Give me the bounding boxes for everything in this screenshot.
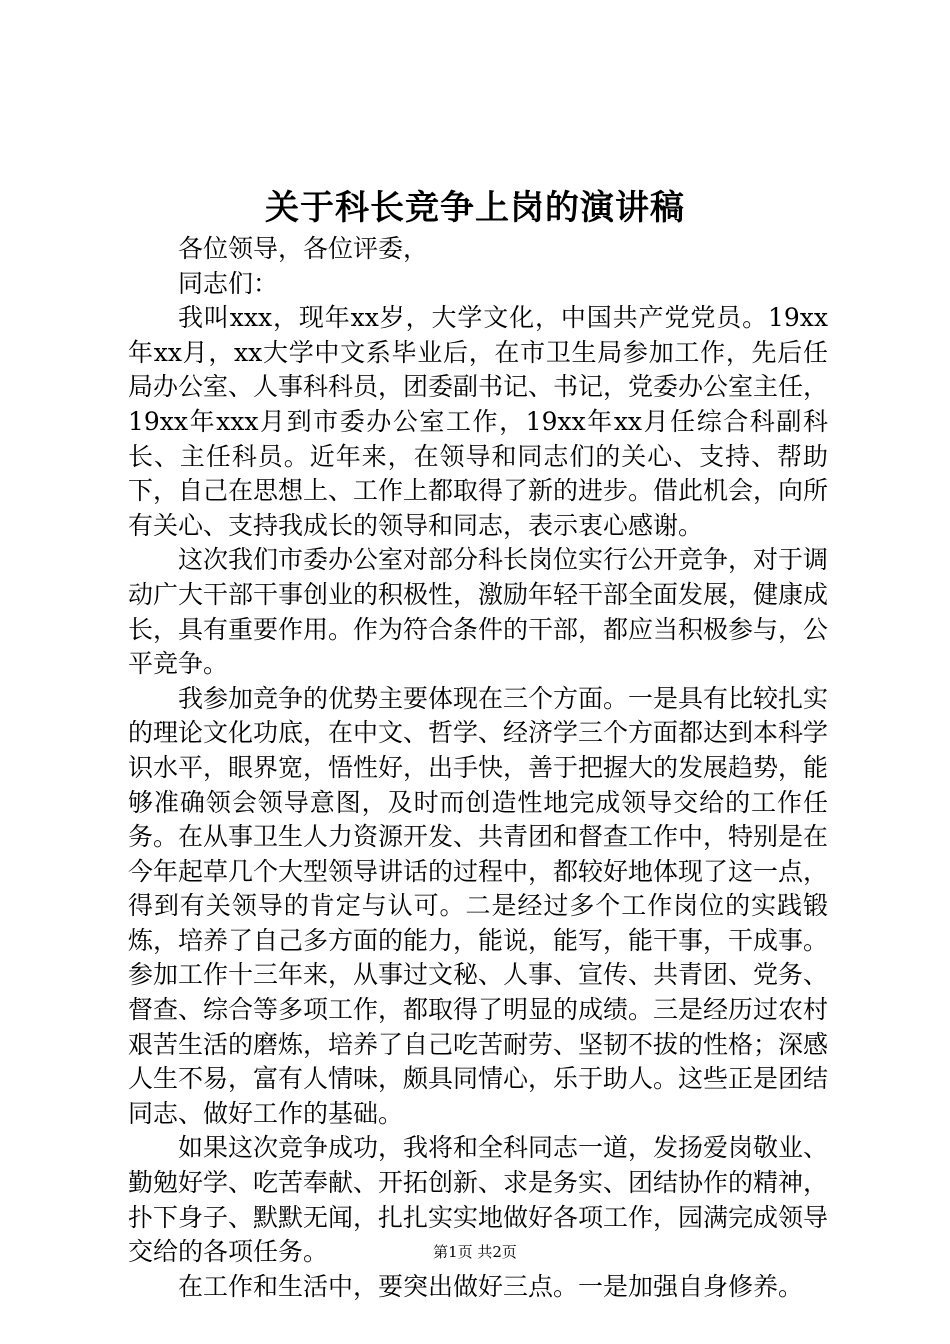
paragraph-advantages: 我参加竞争的优势主要体现在三个方面。一是具有比较扎实的理论文化功底，在中文、哲学、经济学三个方面都达到本科学识水平，眼界宽，悟性好，出手快，善于把握大的发展趋势，能够准确领会领导意图，及时而创造性地完成领导交给的工作任务。在从事卫生人力资源开发、共青团和督查工作中，特别是在今年起草几个大型领导讲话的过程中，都较好地体现了这一点，得到有关领导的肯定与认可。二是经过多个工作岗位的实践锻炼，培养了自己多方面的能力，能说，能写，能干事，干成事。参加工作十三年来，从事过文秘、人事、宣传、共青团、党务、督查、综合等多项工作，都取得了明显的成绩。三是经历过农村艰苦生活的磨炼，培养了自己吃苦耐劳、坚韧不拔的性格；深感人生不易，富有人情味，颇具同情心，乐于助人。这些正是团结同志、做好工作的基础。 xyxy=(128,683,829,1128)
paragraph-commitment: 如果这次竞争成功，我将和全科同志一道，发扬爱岗敬业、勤勉好学、吃苦奉献、开拓创新、求是务实、团结协作的精神，扑下身子、默默无闻，扎扎实实地做好各项工作，园满完成领导交给的各项任务。 xyxy=(128,1133,829,1267)
paragraph-competition: 这次我们市委办公室对部分科长岗位实行公开竞争，对于调动广大干部干事创业的积极性，激励年轻干部全面发展，健康成长，具有重要作用。作为符合条件的干部，都应当积极参与，公平竞争。 xyxy=(128,545,829,679)
document-body xyxy=(128,232,828,1304)
paragraph-focus: 在工作和生活中，要突出做好三点。一是加强自身修养。 xyxy=(178,1271,804,1301)
paragraph-salutation-1: 各位领导，各位评委， xyxy=(178,234,429,263)
page-footer: 第1页 共2页 xyxy=(433,1243,517,1261)
paragraph-introduction: 我叫xxx，现年xx岁，大学文化，中国共产党党员。19xx年xx月，xx大学中文系毕业后，在市卫生局参加工作，先后任局办公室、人事科科员，团委副书记、书记，党委办公室主任，19xx年xxx月到市委办公室工作，19xx年xx月任综合科副科长、主任科员。近年来，在领导和同志们的关心、支持、帮助下，自己在思想上、工作上都取得了新的进步。借此机会，向所有关心、支持我成长的领导和同志，表示衷心感谢。 xyxy=(128,303,829,540)
document-title: 关于科长竞争上岗的演讲稿 xyxy=(265,188,685,228)
paragraph-salutation-2: 同志们： xyxy=(178,268,279,298)
